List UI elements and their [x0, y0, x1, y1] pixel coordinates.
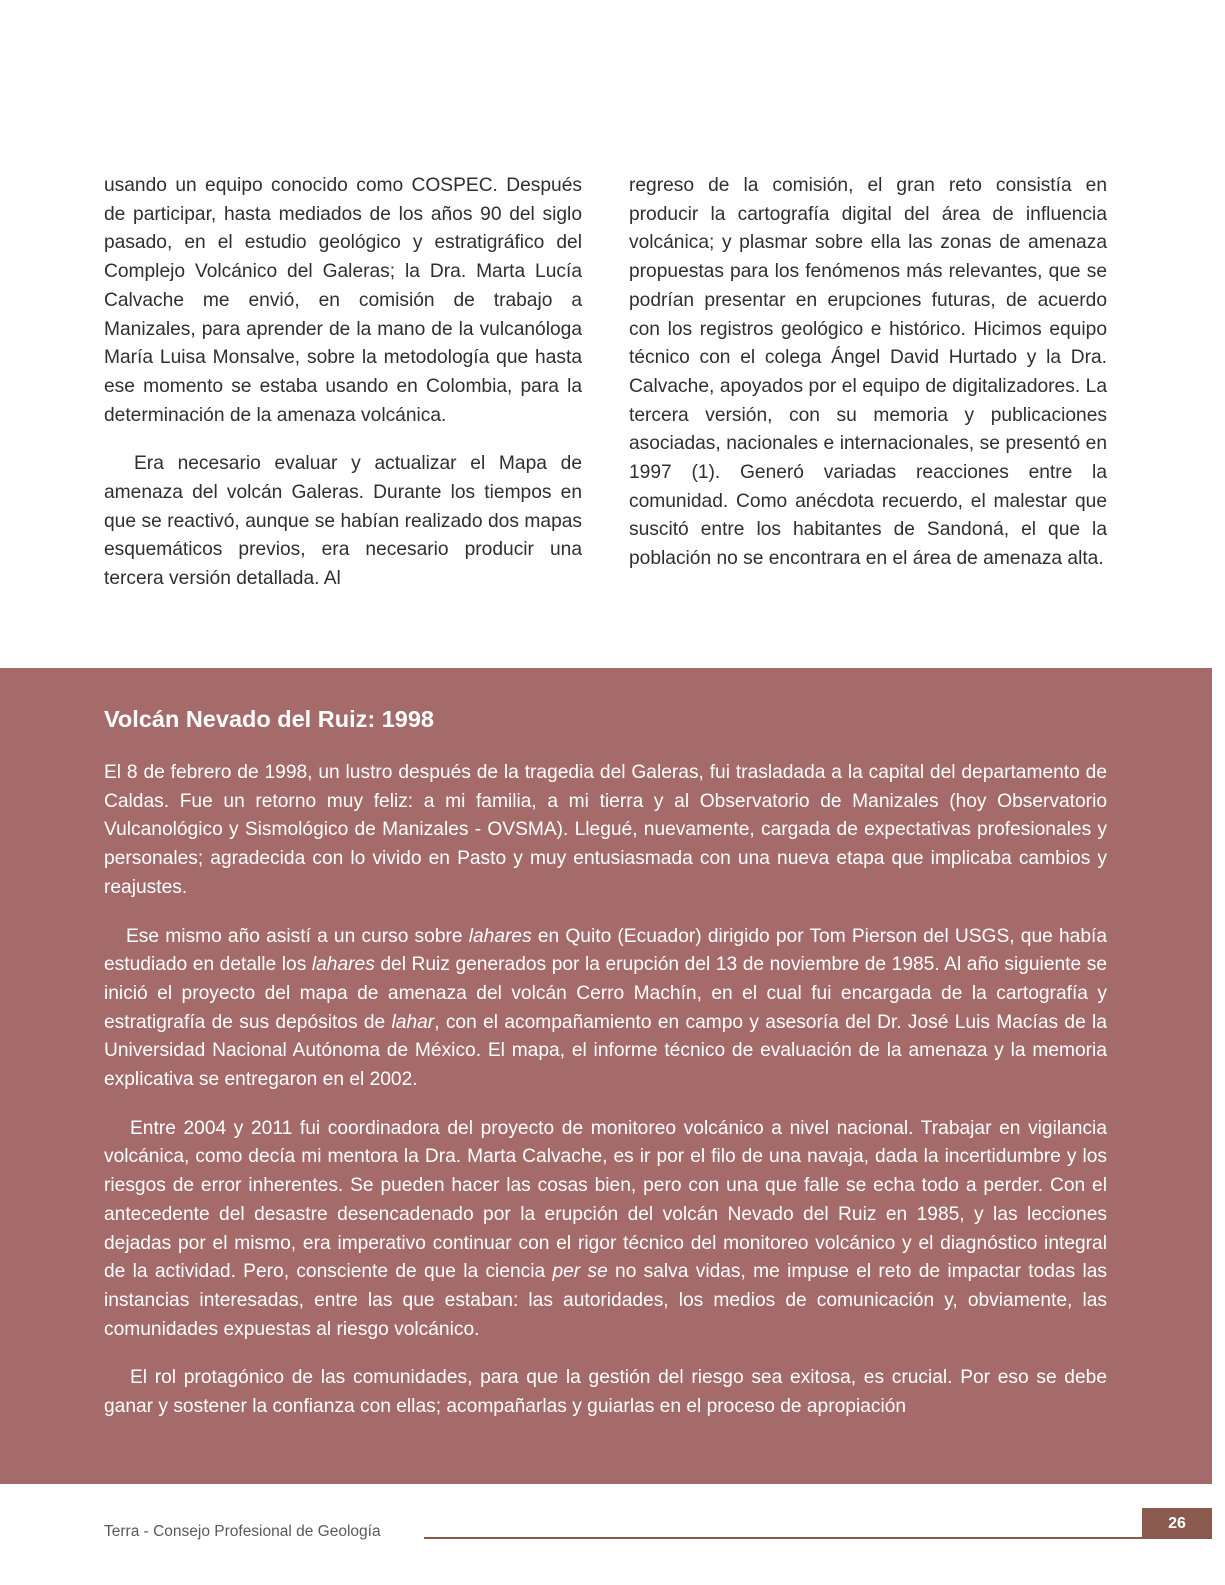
- box-paragraph-3: [104, 1115, 1107, 1345]
- italic-term: lahares: [311, 954, 375, 976]
- footer-rule: [424, 1537, 1142, 1539]
- footer-publication: Terra - Consejo Profesional de Geología: [104, 1523, 381, 1540]
- page-number-badge: [1142, 1508, 1212, 1539]
- box-paragraph-2: [104, 923, 1107, 1095]
- right-paragraph-1: regreso de la comisión, el gran reto consistía en producir la cartografía digital del área de influencia volcánica; y plasmar sobre ella las zonas de amenaza propuestas para los fenómenos más relevantes, que se podrían presentar en erupciones futuras, de acuerdo con los registros geológico e histórico. Hicimos equipo técnico con el colega Ángel David Hurtado y la Dra. Calvache, apoyados por el equipo de digitalizadores. La tercera versión, con su memoria y publicaciones asociadas, nacionales e internacionales, se presentó en 1997 (1). Generó variadas reacciones entre la comunidad. Como anécdota recuerdo, el malestar que suscitó entre los habitantes de Sandoná, el que la población no se encontrara en el área de amenaza alta.: [629, 175, 1107, 570]
- italic-term: lahar: [391, 1011, 435, 1033]
- box-title: Volcán Nevado del Ruiz: 1998: [104, 706, 434, 732]
- text-span: Entre 2004 y 2011 fui coordinadora del proyecto de monitoreo volcánico a nivel nacional. Trabajar en vigilancia volcánica, como decía mi mentora la Dra. Marta Calvache, es ir por el filo de una navaja, dada la incertidumbre y los riesgos de error inherentes. Se pueden hacer las cosas bien, pero con una que falle se echa todo a perder. Con el antecedente del desastre desencadenado por la erupción del volcán Nevado del Ruiz en 1985, y las lecciones dejadas por el mismo, era imperativo continuar con el rigor técnico del monitoreo volcánico y el diagnóstico integral de la actividad. Pero, consciente de que la ciencia: [104, 1117, 1107, 1283]
- text-span: , con el acompañamiento en campo y asesoría del Dr. José Luis Macías de la Universidad Nacional Autónoma de México. El mapa, el informe técnico de evaluación de la amenaza y la memoria explicativa se entregaron en el 2002.: [104, 1011, 1107, 1091]
- right-column: [629, 172, 1107, 574]
- left-paragraph-1: usando un equipo conocido como COSPEC. Después de participar, hasta mediados de los años 90 del siglo pasado, en el estudio geológico y estratigráfico del Complejo Volcánico del Galeras; la Dra. Marta Lucía Calvache me envió, en comisión de trabajo a Manizales, para aprender de la mano de la vulcanóloga María Luisa Monsalve, sobre la metodología que hasta ese momento se estaba usando en Colombia, para la determinación de la amenaza volcánica.: [104, 175, 582, 426]
- left-column: [104, 172, 582, 594]
- italic-term: per se: [552, 1261, 608, 1283]
- left-paragraph-2: Era necesario evaluar y actualizar el Mapa de amenaza del volcán Galeras. Durante los tiempos en que se reactivó, aunque se habían realizado dos mapas esquemáticos previos, era necesario producir una tercera versión detallada. Al: [104, 453, 582, 590]
- text-span: Ese mismo año asistí a un curso sobre: [126, 925, 469, 947]
- text-span: del Ruiz generados por la erupción del 13 de noviembre de 1985. Al año siguiente se inició el proyecto del mapa de amenaza del volcán Cerro Machín, en el cual fui encargada de la cartografía y estratigrafía de sus depósitos de: [104, 954, 1107, 1033]
- box-body: [104, 759, 1107, 1422]
- text-span: en Quito (Ecuador) dirigido por Tom Pierson del USGS, que había estudiado en detalle los: [104, 925, 1107, 976]
- highlight-box: [0, 668, 1212, 1484]
- box-paragraph-1: El 8 de febrero de 1998, un lustro después de la tragedia del Galeras, fui trasladada a la capital del departamento de Caldas. Fue un retorno muy feliz: a mi familia, a mi tierra y al Observatorio de Manizales (hoy Observatorio Vulcanológico y Sismológico de Manizales - OVSMA). Llegué, nuevamente, cargada de expectativas profesionales y personales; agradecida con lo vivido en Pasto y muy entusiasmada con una nueva etapa que implicaba cambios y reajustes.: [104, 762, 1107, 898]
- box-paragraph-4: El rol protagónico de las comunidades, para que la gestión del riesgo sea exitosa, es crucial. Por eso se debe ganar y sostener la confianza con ellas; acompañarlas y guiarlas en el proceso de apropiación: [104, 1367, 1107, 1418]
- italic-term: lahares: [468, 925, 532, 947]
- page-number: 26: [1168, 1514, 1186, 1532]
- text-span: no salva vidas, me impuse el reto de impactar todas las instancias interesadas, entre las que estaban: las autoridades, los medios de comunicación y, obviamente, las comunidades expuestas al riesgo volcánico.: [104, 1261, 1107, 1340]
